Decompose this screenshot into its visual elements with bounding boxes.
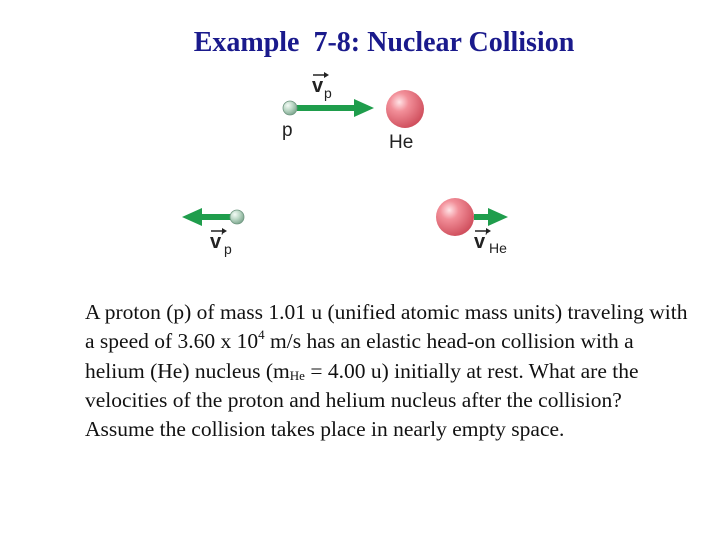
final-helium-velocity-label (474, 228, 507, 256)
velocity-symbol: v (474, 231, 486, 253)
velocity-subscript: He (489, 240, 507, 256)
final-proton-velocity-arrow (182, 208, 231, 226)
velocity-subscript: p (224, 241, 232, 257)
problem-text-part3: = 4.00 u) initially at rest. What are the velocities of the proton and helium nucleus after the collision? Assume the collision takes place in nearly empty space. (85, 358, 639, 442)
velocity-subscript: p (324, 85, 332, 101)
velocity-prime: ′ (485, 228, 488, 245)
mass-subscript: He (289, 367, 305, 383)
final-helium-velocity-arrow (474, 208, 508, 226)
initial-proton-velocity-label (312, 72, 332, 101)
initial-proton-velocity-arrow (297, 99, 374, 117)
proton-initial (283, 101, 297, 115)
problem-text-part2: m/s has an elastic head-on collision with a helium (He) nucleus (m (85, 329, 634, 383)
velocity-symbol: v (312, 75, 324, 97)
velocity-symbol: v (210, 231, 222, 253)
proton-label: p (282, 120, 293, 141)
proton-final (230, 210, 244, 224)
final-proton-velocity-label (210, 228, 232, 257)
velocity-prime: ′ (221, 228, 224, 245)
problem-statement (85, 298, 690, 444)
speed-exponent: 4 (258, 327, 265, 343)
helium-initial (386, 90, 424, 128)
problem-text-part1: A proton (p) of mass 1.01 u (unified atomic mass units) traveling with a speed of 3.60 x 10 (85, 300, 688, 354)
slide-title: Example 7-8: Nuclear Collision (193, 27, 575, 58)
helium-final (436, 198, 474, 236)
helium-label: He (389, 132, 414, 153)
